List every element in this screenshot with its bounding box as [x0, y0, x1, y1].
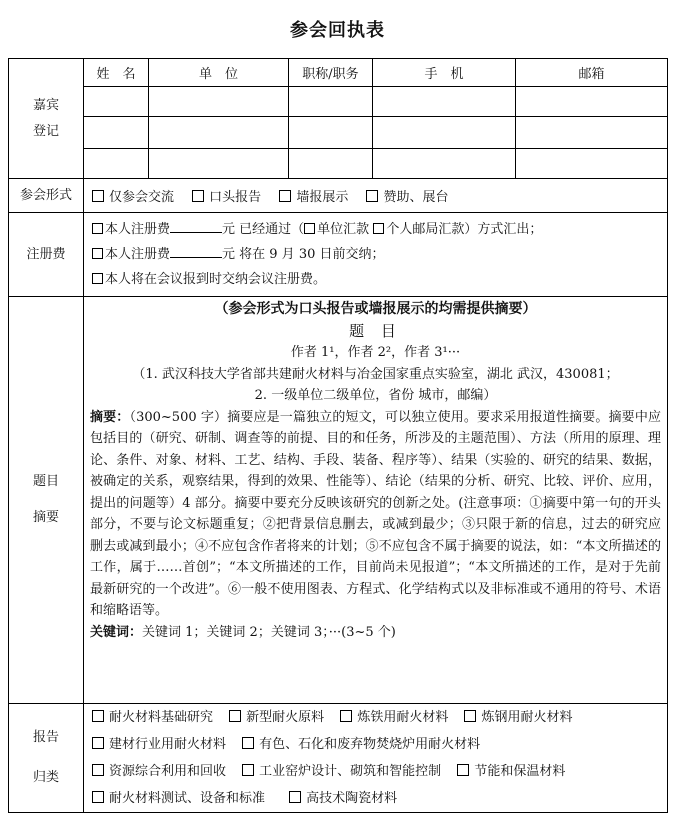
checkbox-icon[interactable] — [242, 737, 254, 749]
header-name: 姓 名 — [84, 59, 149, 87]
fee-label: 注册费 — [9, 213, 84, 297]
category-option[interactable] — [92, 764, 226, 779]
option-label: 墙报展示 — [296, 190, 349, 205]
mobile-field[interactable] — [373, 149, 516, 179]
category-option-label: 建材行业用耐火材料 — [109, 737, 227, 752]
checkbox-icon[interactable] — [464, 710, 476, 722]
mobile-field[interactable] — [373, 117, 516, 149]
fee-option-before-deadline — [92, 242, 659, 267]
option-label: 口头报告 — [209, 190, 262, 205]
affiliation-1: （1. 武汉科技大学省部共建耐火材料与冶金国家重点实验室，湖北 武汉，430081； — [132, 366, 619, 382]
option-sponsor-booth[interactable] — [366, 190, 448, 205]
category-line — [92, 731, 667, 758]
checkbox-icon[interactable] — [457, 764, 469, 776]
checkbox-icon[interactable] — [92, 737, 104, 749]
name-field[interactable] — [84, 117, 149, 149]
fee-text: 本人将在会议报到时交纳会议注册费。 — [105, 272, 327, 287]
form-title: 参会回执表 — [290, 20, 385, 41]
checkbox-icon[interactable] — [92, 248, 103, 259]
category-option-label: 炼钢用耐火材料 — [481, 710, 573, 725]
fee-options — [84, 213, 668, 297]
fee-row — [9, 213, 668, 297]
fee-text: 本人注册费 — [105, 247, 171, 262]
option-label: 仅参会交流 — [109, 190, 175, 205]
category-line — [92, 704, 667, 731]
organization-field[interactable] — [149, 149, 289, 179]
abstract-label — [9, 297, 84, 704]
header-email: 邮箱 — [516, 59, 668, 87]
category-row — [9, 704, 668, 813]
fee-text: 元 将在 9 月 30 日前交纳； — [222, 247, 385, 262]
guest-row — [9, 117, 668, 149]
name-field[interactable] — [84, 149, 149, 179]
paper-title: 题 目 — [349, 321, 402, 340]
category-option[interactable] — [340, 710, 448, 725]
registration-form-table — [8, 58, 668, 813]
abstract-paragraph — [90, 407, 661, 622]
authors: 作者 1¹，作者 2²，作者 3¹··· — [290, 345, 461, 360]
header-mobile: 手 机 — [373, 59, 516, 87]
keywords-heading: 关键词： — [90, 624, 143, 640]
category-line — [92, 758, 667, 785]
guest-label-line2: 登记 — [32, 123, 59, 139]
abstract-label-line1: 题目 — [32, 474, 59, 489]
title-field[interactable] — [289, 87, 373, 117]
category-label-line1: 报告 — [32, 730, 59, 745]
abstract-text: （300~500 字）摘要应是一篇独立的短文，可以独立使用。要求采用报道性摘要。摘要中应包括目的（研究、研制、调查等的前提、目的和任务，所涉及的主题范围）、方法（所用的原理、理论、条件、对象、材料、工艺、结构、手段、装备、程序等）、结果（实验的、研究的结果、数据，被确定的关系，观察结果，得到的效果、性能等）、结论（结果的分析、研究、比较、评价、应用，提出的问题等）4 部分。摘要中要充分反映该研究的创新之处。(注意事项：①摘要中第一句的开头部分，不要与论文标题重复；②把背景信息删去，或减到最少；③只限于新的信息，过去的研究应删去或减到最小；④不应包含作者将来的计划；⑤不应包含不属于摘要的说法，如：“本文所描述的工作，属于……首创”；“本文所描述的工作，目前尚未见报道”；“本文所描述的工作，是对于先前最新研究的一个改进”。⑥一般不使用图表、方程式、化学结构式以及非标准或不通用的符号、术语和缩略语等。 — [90, 409, 661, 618]
guest-row — [9, 87, 668, 117]
option-label: 赞助、展台 — [383, 190, 449, 205]
fee-amount-blank[interactable] — [170, 243, 222, 258]
checkbox-icon[interactable] — [279, 190, 291, 202]
fee-text: 元 已经通过（ — [222, 222, 305, 237]
option-poster[interactable] — [279, 190, 348, 205]
checkbox-icon[interactable] — [92, 273, 103, 284]
checkbox-icon[interactable] — [229, 710, 241, 722]
fee-text: 本人注册费 — [105, 222, 171, 237]
checkbox-icon[interactable] — [366, 190, 378, 202]
abstract-content[interactable] — [84, 297, 668, 704]
keywords-paragraph — [90, 622, 661, 644]
checkbox-icon[interactable] — [304, 223, 315, 234]
checkbox-icon[interactable] — [340, 710, 352, 722]
participation-label: 参会形式 — [9, 179, 84, 213]
category-option[interactable] — [92, 791, 265, 806]
fee-option-on-site — [92, 267, 659, 292]
checkbox-icon[interactable] — [192, 190, 204, 202]
category-option-label: 新型耐火原料 — [246, 710, 325, 725]
abstract-notice: （参会形式为口头报告或墙报展示的均需提供摘要） — [214, 301, 537, 317]
participation-row — [9, 179, 668, 213]
category-option[interactable] — [289, 791, 397, 806]
category-option-label: 耐火材料测试、设备和标准 — [109, 791, 266, 806]
category-option[interactable] — [229, 710, 324, 725]
category-option[interactable] — [457, 764, 565, 779]
option-unit-remittance: 单位汇款 — [317, 222, 370, 237]
header-organization: 单 位 — [149, 59, 289, 87]
header-title-position: 职称/职务 — [289, 59, 373, 87]
category-options — [84, 704, 668, 813]
category-option[interactable] — [92, 737, 226, 752]
guest-header-row — [9, 59, 668, 87]
category-option-label: 高技术陶瓷材料 — [306, 791, 398, 806]
fee-text: ）方式汇出； — [464, 222, 543, 237]
abstract-label-line2: 摘要 — [32, 510, 59, 525]
category-label-line2: 归类 — [32, 770, 59, 785]
checkbox-icon[interactable] — [92, 791, 104, 803]
email-field[interactable] — [516, 149, 668, 179]
category-label — [9, 704, 84, 813]
category-option-label: 耐火材料基础研究 — [109, 710, 214, 725]
checkbox-icon[interactable] — [373, 223, 384, 234]
checkbox-icon[interactable] — [289, 791, 301, 803]
checkbox-icon[interactable] — [92, 190, 104, 202]
organization-field[interactable] — [149, 117, 289, 149]
fee-amount-blank[interactable] — [170, 218, 222, 233]
keywords-text: 关键词 1；关键词 2；关键词 3；···(3~5 个) — [142, 624, 396, 640]
category-option[interactable] — [242, 764, 441, 779]
guest-label-line1: 嘉宾 — [32, 97, 59, 113]
category-option-label: 工业窑炉设计、砌筑和智能控制 — [259, 764, 442, 779]
abstract-row — [9, 297, 668, 704]
checkbox-icon[interactable] — [92, 223, 103, 234]
category-option-label: 有色、石化和废弃物焚烧炉用耐火材料 — [259, 737, 481, 752]
abstract-heading: 摘要： — [90, 409, 130, 425]
guest-row — [9, 149, 668, 179]
email-field[interactable] — [516, 87, 668, 117]
fee-option-paid — [92, 217, 659, 242]
category-option[interactable] — [464, 710, 572, 725]
participation-options — [84, 179, 668, 213]
category-option-label: 炼铁用耐火材料 — [357, 710, 449, 725]
option-oral-report[interactable] — [192, 190, 261, 205]
option-personal-postal-remittance: 个人邮局汇款 — [386, 222, 465, 237]
title-field[interactable] — [289, 149, 373, 179]
mobile-field[interactable] — [373, 87, 516, 117]
category-option-label: 资源综合利用和回收 — [109, 764, 227, 779]
option-attend-only[interactable] — [92, 190, 174, 205]
email-field[interactable] — [516, 117, 668, 149]
name-field[interactable] — [84, 87, 149, 117]
title-field[interactable] — [289, 117, 373, 149]
guest-label — [9, 59, 84, 179]
organization-field[interactable] — [149, 87, 289, 117]
checkbox-icon[interactable] — [242, 764, 254, 776]
checkbox-icon[interactable] — [92, 710, 104, 722]
category-option-label: 节能和保温材料 — [474, 764, 566, 779]
category-option[interactable] — [242, 737, 480, 752]
category-line — [92, 785, 667, 812]
category-option[interactable] — [92, 710, 213, 725]
checkbox-icon[interactable] — [92, 764, 104, 776]
affiliation-2: 2. 一级单位二级单位，省份 城市，邮编） — [254, 388, 497, 403]
